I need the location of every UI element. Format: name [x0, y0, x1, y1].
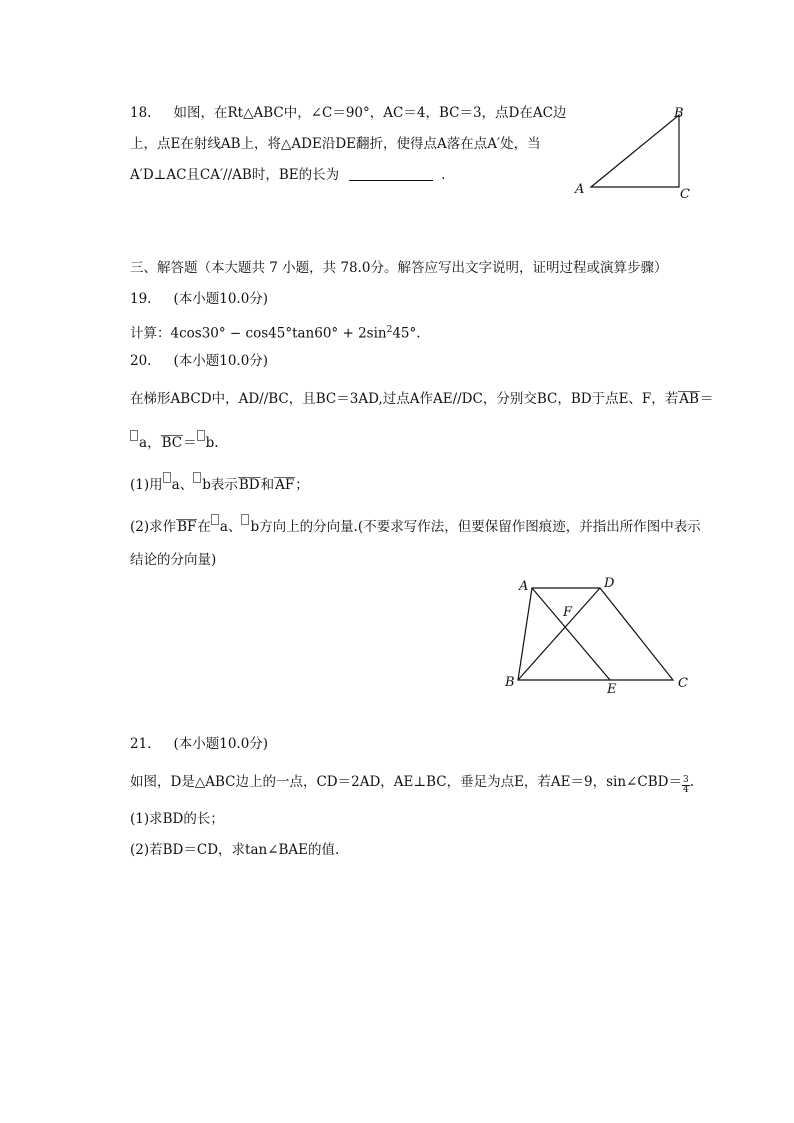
q20-p1-sep: 、 — [179, 477, 194, 493]
fraction-numerator: 3 — [682, 775, 689, 785]
q20-part1 — [130, 472, 309, 495]
q19-score: (本小题10.0分) — [173, 291, 269, 307]
vector-bf: BF — [177, 519, 197, 535]
answer-blank[interactable] — [349, 167, 433, 181]
label-b: B — [674, 106, 684, 121]
q20-p2-prefix: (2)求作 — [130, 519, 177, 535]
vector-a: a — [139, 435, 148, 451]
q19-number: 19. — [130, 291, 152, 307]
q20-eq-2: ＝ — [183, 435, 197, 451]
vector-arrow-icon — [130, 430, 138, 441]
vector-bd: BD — [238, 477, 260, 493]
label-c: C — [680, 187, 690, 202]
q18-line1 — [130, 103, 566, 123]
vector-arrow-icon — [197, 430, 205, 441]
vector-af: AF — [275, 477, 295, 493]
label-f: F — [563, 605, 573, 620]
q21-score: (本小题10.0分) — [173, 736, 269, 752]
q18-end: . — [441, 167, 446, 183]
section3-heading: 三、解答题（本大题共 7 小题，共 78.0分。解答应写出文字说明，证明过程或演算步骤） — [130, 260, 668, 276]
vector-b: b — [202, 477, 211, 493]
q20-text-1: 在梯形ABCD中，AD//BC，且BC＝3AD,过点A作AE//DC，分别交BC，BD于点E、F，若 — [130, 391, 679, 407]
q20-line2 — [130, 430, 219, 453]
q18-triangle-figure — [570, 102, 710, 202]
q20-period: . — [214, 435, 219, 451]
label-c: C — [678, 676, 688, 691]
q20-comma: ， — [147, 435, 161, 451]
q20-trapezoid-figure — [500, 574, 710, 704]
q21-header — [130, 734, 268, 754]
q20-eq-1: ＝ — [699, 391, 714, 407]
q20-p2-in: 在 — [197, 519, 211, 535]
trapezoid-abcd — [518, 588, 673, 680]
fraction-denominator: 4 — [682, 785, 689, 795]
q21-part2: (2)若BD＝CD，求tan∠BAE的值. — [130, 842, 340, 858]
q20-header — [130, 351, 268, 371]
segment-ae — [532, 588, 610, 680]
q18-number: 18. — [130, 105, 152, 121]
vector-ab: AB — [679, 391, 699, 407]
triangle-abc — [591, 115, 679, 187]
q20-p1-mid: 表示 — [210, 477, 238, 493]
q19-expression — [130, 320, 421, 344]
label-d: D — [604, 576, 615, 591]
q20-part2 — [130, 514, 701, 537]
q18-text-3: A′D⊥AC且CA′//AB时，BE的长为 — [130, 167, 340, 183]
vector-b: b — [205, 435, 215, 451]
vector-arrow-icon — [163, 472, 171, 483]
q19-header — [130, 289, 268, 309]
vector-arrow-icon — [193, 472, 201, 483]
q19-expr-prefix: 计算：4cos30° − cos45°tan60° + 2sin — [130, 325, 387, 342]
q18-line2: 上，点E在射线AB上，将△ADE沿DE翻折，使得点A落在点A′处，当 — [130, 136, 541, 152]
q21-end: . — [689, 774, 694, 790]
label-e: E — [607, 682, 617, 697]
vector-bc: BC — [161, 435, 183, 451]
q20-p1-end: ； — [295, 477, 309, 493]
q20-p2-sep: 、 — [227, 519, 242, 535]
vector-a: a — [219, 519, 228, 535]
fraction-three-quarters — [682, 776, 690, 795]
label-a: A — [575, 182, 585, 197]
label-b: B — [505, 675, 515, 690]
q21-text-1: 如图，D是△ABC边上的一点，CD＝2AD，AE⊥BC，垂足为点E，若AE＝9，sin∠CBD＝ — [130, 774, 682, 790]
q21-line1 — [130, 772, 694, 795]
vector-a: a — [171, 477, 180, 493]
q20-p1-prefix: (1)用 — [130, 477, 163, 493]
q20-number: 20. — [130, 353, 152, 369]
vector-arrow-icon — [241, 514, 249, 525]
q20-p1-and: 和 — [260, 477, 275, 493]
q19-expr-sup: 2 — [386, 325, 393, 335]
vector-b: b — [250, 519, 260, 535]
vector-arrow-icon — [211, 514, 219, 525]
q18-text-1: 如图，在Rt△ABC中，∠C＝90°，AC＝4，BC＝3，点D在AC边 — [173, 105, 567, 121]
q19-expr-suffix: 45°. — [392, 325, 421, 342]
q18-line3 — [130, 165, 445, 185]
q20-score: (本小题10.0分) — [173, 353, 269, 369]
q20-part2-line2: 结论的分向量) — [130, 552, 217, 568]
q20-p2-suffix: 方向上的分向量.(不要求写作法，但要保留作图痕迹，并指出所作图中表示 — [259, 519, 701, 535]
q20-line1 — [130, 389, 713, 409]
q21-part1: (1)求BD的长； — [130, 811, 224, 827]
q21-number: 21. — [130, 736, 152, 752]
label-a: A — [519, 579, 529, 594]
